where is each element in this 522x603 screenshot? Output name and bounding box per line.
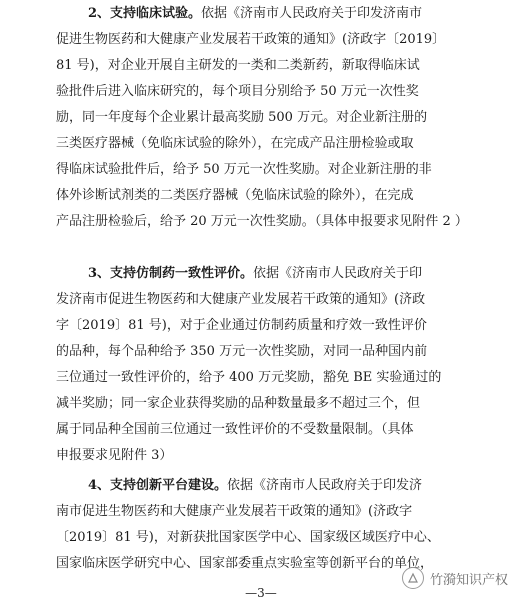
paragraph-2-heading: 2、支持临床试验。 (88, 6, 202, 21)
paragraph-3-line-2: 发济南市促进生物医药和大健康产业发展若干政策的通知》(济政 (56, 292, 426, 307)
paragraph-3-line-6: 减半奖励；同一家企业获得奖励的品种数量最多不超过三个，但 (56, 396, 421, 411)
paragraph-3-line-3: 字〔2019〕81 号)，对于企业通过仿制药质量和疗效一致性评价 (56, 318, 427, 333)
paragraph-2-line-9: 产品注册检验后，给予 20 万元一次性奖励。（具体申报要求见附件 2 ） (56, 214, 468, 229)
watermark-text: 竹漪知识产权 (429, 572, 508, 588)
paragraph-3-line-8: 申报要求见附件 3） (56, 448, 173, 463)
paragraph-2-line-7: 得临床试验批件后，给予 50 万元一次性奖励。对企业新注册的非 (56, 162, 432, 177)
paragraph-2-line-5: 励，同一年度每个企业累计最高奖励 500 万元。对企业新注册的 (56, 110, 428, 125)
paragraph-4-line-4: 国家临床医学研究中心、国家部委重点实验室等创新平台的单位， (56, 556, 434, 571)
paragraph-2-line-2: 促进生物医药和大健康产业发展若干政策的通知》(济政字〔2019〕 (56, 32, 446, 47)
paragraph-2-line-4: 验批件后进入临床研究的，每个项目分别给予 50 万元一次性奖 (56, 84, 419, 99)
paragraph-4-line-3: 〔2019〕81 号)，对新获批国家医学中心、国家级区域医疗中心、 (56, 530, 440, 545)
watermark (402, 567, 508, 589)
paragraph-3-line-7: 属于同品种全国前三位通过一致性评价的不受数量限制。（具体 (56, 422, 414, 437)
paragraph-2-line-6: 三类医疗器械（免临床试验的除外），在完成产品注册检验或取 (56, 136, 414, 151)
paragraph-4-line-1: 4、支持创新平台建设。依据《济南市人民政府关于印发济 (88, 478, 423, 493)
paragraph-3-line-1: 3、支持仿制药一致性评价。依据《济南市人民政府关于印 (88, 266, 423, 281)
paragraph-4-heading: 4、支持创新平台建设。 (88, 478, 228, 493)
paragraph-3-line-4: 的品种，每个品种给予 350 万元一次性奖励，对同一品种国内前 (56, 344, 428, 359)
paragraph-2-line-3: 81 号)，对企业开展自主研发的一类和二类新药，新取得临床试 (56, 58, 420, 73)
page-number: —3— (245, 586, 277, 600)
paragraph-4-line-2: 南市促进生物医药和大健康产业发展若干政策的通知》(济政字 (56, 504, 413, 519)
paragraph-3-line-5: 三位通过一致性评价的，给予 400 万元奖励，豁免 BE 实验通过的 (56, 370, 442, 385)
paragraph-2-line-1: 2、支持临床试验。依据《济南市人民政府关于印发济南市 (88, 6, 423, 21)
paragraph-3-heading: 3、支持仿制药一致性评价。 (88, 266, 254, 281)
paragraph-2-line-8: 体外诊断试剂类的二类医疗器械（免临床试验的除外），在完成 (56, 188, 414, 203)
watermark-logo-icon (402, 567, 424, 589)
